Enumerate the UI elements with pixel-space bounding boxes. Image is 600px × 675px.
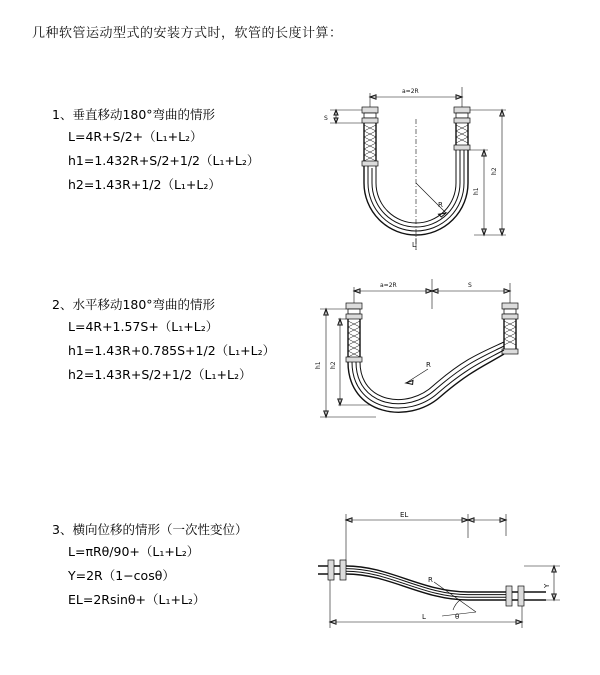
section-1-text [52, 105, 322, 197]
section-2-formula-3: h2=1.43R+S/2+1/2（L₁+L₂） [68, 367, 252, 382]
section-3-formula-1: L=πRθ/90+（L₁+L₂） [68, 544, 200, 559]
svg-text:h1: h1 [473, 187, 480, 195]
page-title: 几种软管运动型式的安装方式时，软管的长度计算： [32, 26, 343, 41]
section-1-formula-1: L=4R+S/2+（L₁+L₂） [68, 129, 203, 144]
svg-text:S: S [468, 282, 472, 289]
svg-text:a=2R: a=2R [402, 88, 419, 95]
svg-text:h2: h2 [330, 361, 337, 369]
svg-text:L: L [422, 613, 426, 621]
svg-text:L: L [412, 241, 416, 249]
svg-text:R: R [426, 361, 431, 369]
svg-text:R: R [428, 576, 433, 584]
section-3-text [52, 520, 322, 612]
section-2-figure [310, 265, 590, 465]
svg-text:θ: θ [455, 613, 460, 621]
section-2-title: 2、水平移动180°弯曲的情形 [52, 297, 216, 312]
section-3-title: 3、横向位移的情形（一次性变位） [52, 522, 248, 537]
lateral-offset-diagram [310, 504, 590, 644]
svg-text:h1: h1 [315, 361, 322, 369]
vertical-180-bend-diagram [310, 75, 590, 275]
svg-text:a=2R: a=2R [380, 282, 397, 289]
section-3-formula-3: EL=2Rsinθ+（L₁+L₂） [68, 592, 206, 607]
horizontal-180-bend-diagram [310, 265, 590, 455]
section-1-figure [310, 75, 590, 275]
svg-text:Y: Y [543, 583, 551, 588]
section-3-figure [310, 504, 590, 644]
section-1-formula-3: h2=1.43R+1/2（L₁+L₂） [68, 177, 221, 192]
svg-text:EL: EL [400, 511, 409, 519]
svg-text:h2: h2 [491, 167, 498, 175]
svg-text:S: S [324, 115, 328, 122]
section-2-text [52, 295, 322, 387]
section-1-title: 1、垂直移动180°弯曲的情形 [52, 107, 216, 122]
svg-text:R: R [438, 201, 443, 209]
section-2-formula-1: L=4R+1.57S+（L₁+L₂） [68, 319, 219, 334]
section-1-formula-2: h1=1.432R+S/2+1/2（L₁+L₂） [68, 153, 260, 168]
section-2-formula-2: h1=1.43R+0.785S+1/2（L₁+L₂） [68, 343, 276, 358]
section-3-formula-2: Y=2R（1−cosθ） [68, 568, 175, 583]
